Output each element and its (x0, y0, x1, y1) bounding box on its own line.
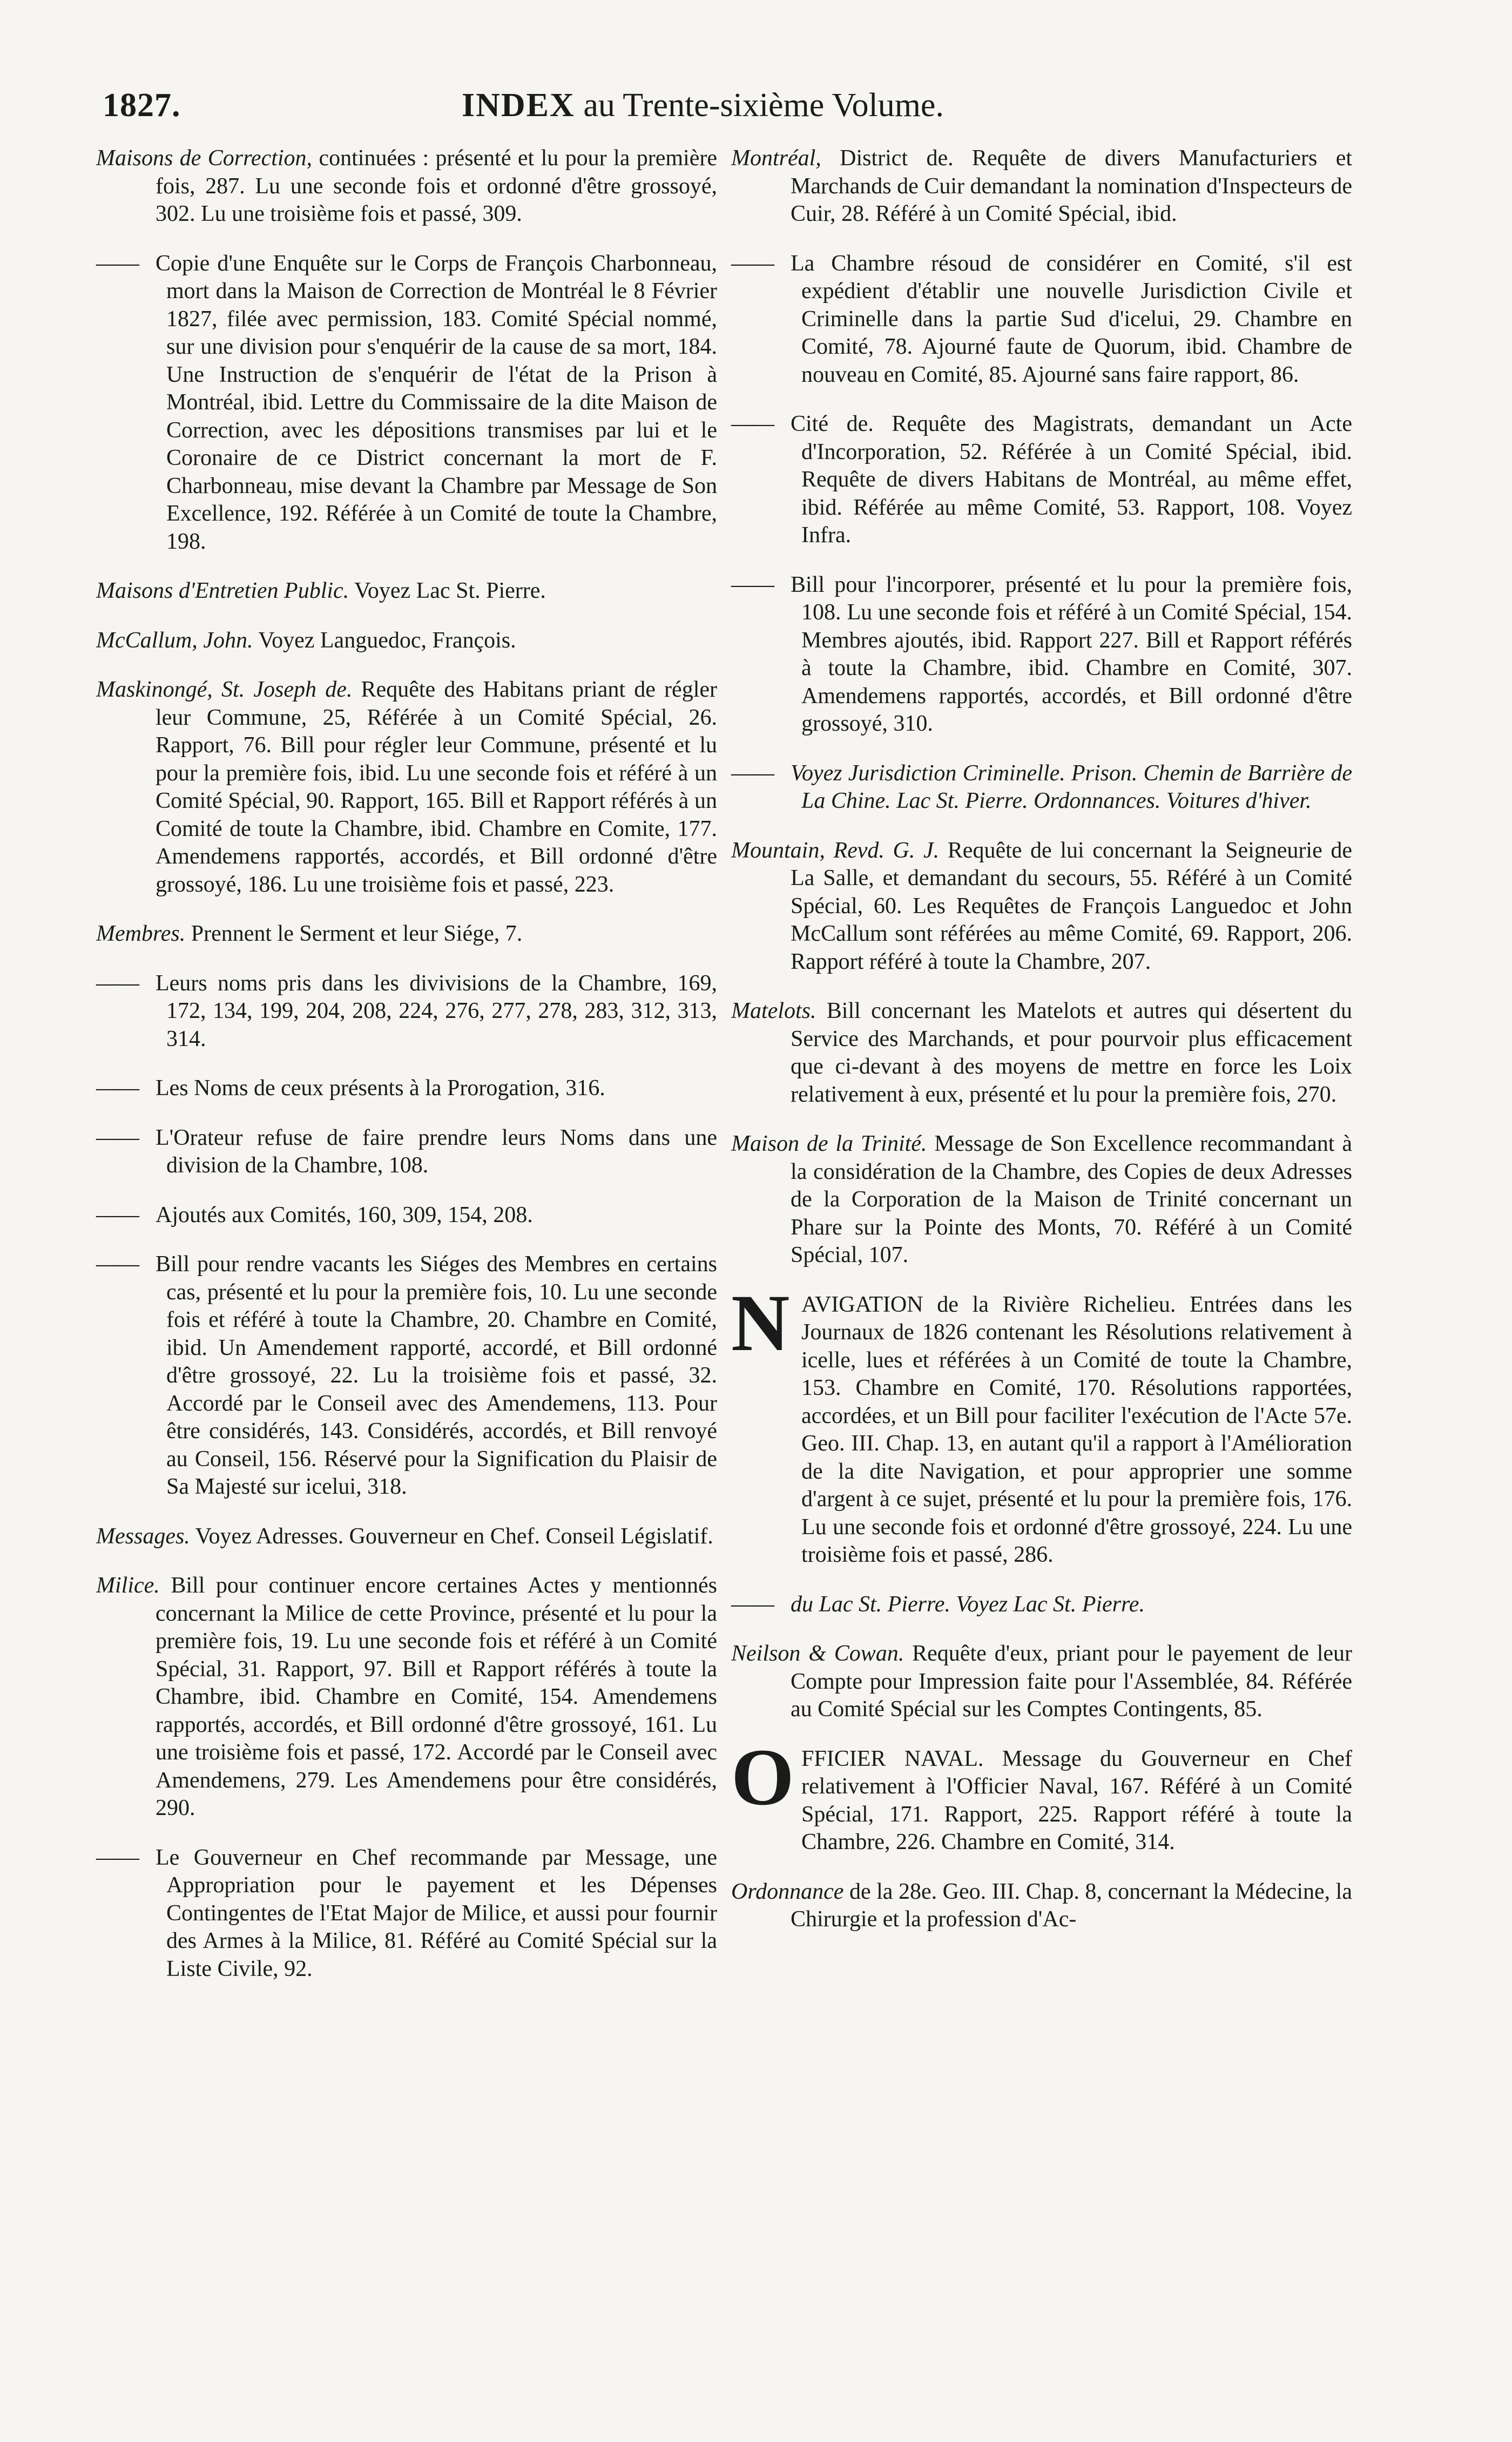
title-index: INDEX (462, 87, 575, 124)
index-subentry (731, 760, 1352, 815)
index-entry (731, 1130, 1352, 1270)
title-rest: au Trente-sixième Volume. (575, 87, 944, 124)
index-entry (96, 676, 717, 899)
entry-text: District de. Requête de divers Manufacturiers et Marchands de Cuir demandant la nomination d'Inspecteurs de Cuir, 28. Référé à un Comité Spécial, ibid. (791, 146, 1352, 226)
subentry-dash: —— (96, 970, 137, 996)
entry-text: du Lac St. Pierre. Voyez Lac St. Pierre. (791, 1591, 1145, 1617)
entry-headword: Ordonnance (731, 1879, 844, 1904)
subentry-dash: —— (96, 251, 137, 276)
subentry-dash: —— (96, 1252, 137, 1277)
entry-text: Cité de. Requête des Magistrats, demandant un Acte d'Incorporation, 52. Référée à un Comité Spécial, ibid. Requête de divers Habitans de Montréal, au même effet, ibid. Référée au même Comité, 53. Rapport, 108. Voyez Infra. (791, 412, 1352, 548)
subentry-dash: —— (96, 1125, 137, 1150)
entry-text: Voyez Languedoc, François. (253, 628, 516, 653)
index-subentry (96, 970, 717, 1054)
entry-text: FFICIER NAVAL. Message du Gouverneur en Chef relativement à l'Officier Naval, 167. Référé à un Comité Spécial, 171. Rapport, 225. Rapport référé à toute la Chambre, 226. Chambre en Comité, 314. (801, 1746, 1352, 1854)
drop-cap-letter: N (731, 1278, 790, 1368)
section-n-entry (731, 1278, 1352, 1569)
entry-text: de la 28e. Geo. III. Chap. 8, concernant la Médecine, la Chirurgie et la profession d'Ac- (791, 1879, 1352, 1932)
entry-text: Bill concernant les Matelots et autres qui désertent du Service des Marchands, et pour pourvoir plus efficacement que ci-devant à des moyens de mettre en force les Loix relativement à eux, présenté et lu pour la première fois, 270. (791, 999, 1352, 1107)
entry-text: Bill pour rendre vacants les Siéges des Membres en certains cas, présenté et lu pour la première fois, 10. Lu une seconde fois et référé à toute la Chambre, 20. Chambre en Comité, ibid. Un Amendement rapporté, accordé, et Bill ordonné d'être grossoyé, 22. Lu la troisième fois et passé, 32. Accordé par le Conseil avec des Amendemens, 113. Pour être considérés, 143. Considérés, accordés, et Bill renvoyé au Conseil, 156. Réservé pour la Signification du Plaisir de Sa Majesté sur icelui, 318. (156, 1252, 717, 1499)
subentry-dash: —— (731, 412, 772, 436)
entry-text: Les Noms de ceux présents à la Prorogation, 316. (156, 1076, 605, 1101)
entry-headword: Mountain, Revd. G. J. (731, 838, 940, 863)
entry-text: Leurs noms pris dans les divivisions de la Chambre, 169, 172, 134, 199, 204, 208, 224, 276, 277, 278, 283, 312, 313, 314. (156, 970, 717, 1051)
section-o-entry (731, 1732, 1352, 1857)
index-subentry (96, 1844, 717, 1984)
index-entry (96, 145, 717, 228)
page-title (462, 86, 944, 125)
entry-headword: Membres. (96, 921, 186, 946)
index-entry (96, 1523, 717, 1551)
subentry-dash: —— (731, 572, 772, 597)
entry-text: Voyez Adresses. Gouverneur en Chef. Conseil Législatif. (190, 1523, 713, 1549)
entry-text: Copie d'une Enquête sur le Corps de François Charbonneau, mort dans la Maison de Correction de Montréal le 8 Février 1827, filée avec permission, 183. Comité Spécial nommé, sur une division pour s'enquérir de la cause de sa mort, 184. Une Instruction de s'enquérir de l'état de la Prison à Montréal, ibid. Lettre du Commissaire de la dite Maison de Correction, avec les dépositions transmises par lui et le Coronaire de ce District concernant la mort de F. Charbonneau, mise devant la Chambre par Message de Son Excellence, 192. Référée à un Comité de toute la Chambre, 198. (156, 251, 717, 554)
entry-text: Requête des Habitans priant de régler leur Commune, 25, Référée à un Comité Spécial, 26. Rapport, 76. Bill pour régler leur Commune, présenté et lu pour la première fois, ibid. Lu une seconde fois et référé à un Comité Spécial, 90. Rapport, 165. Bill et Rapport référés à un Comité de toute la Chambre, ibid. Chambre en Comite, 177. Amendemens rapportés, accordés, et Bill ordonné d'être grossoyé, 186. Lu une troisième fois et passé, 223. (156, 677, 717, 897)
index-subentry (96, 1124, 717, 1180)
index-entry (731, 1640, 1352, 1724)
entry-text: L'Orateur refuse de faire prendre leurs Noms dans une division de la Chambre, 108. (156, 1125, 717, 1178)
entry-text: Requête d'eux, priant pour le payement de leur Compte pour Impression faite pour l'Assemblée, 84. Référée au Comité Spécial sur les Comptes Contingents, 85. (791, 1641, 1352, 1722)
entry-text: Bill pour continuer encore certaines Actes y mentionnés concernant la Milice de cette Province, présenté et lu pour la première fois, 19. Lu une seconde fois et référé à un Comité Spécial, 31. Rapport, 97. Bill et Rapport référés à toute la Chambre, ibid. Chambre en Comité, 154. Amendemens rapportés, accordés, et Bill ordonné d'être grossoyé, 161. Lu une troisième fois et passé, 172. Accordé par le Conseil avec Amendemens, 279. Les Amendemens pour être considérés, 290. (156, 1573, 717, 1820)
subentry-dash: —— (731, 1591, 772, 1617)
index-entry (731, 837, 1352, 976)
entry-headword: Matelots. (731, 999, 816, 1023)
subentry-dash: —— (731, 760, 772, 786)
entry-headword: Montréal, (731, 146, 821, 171)
index-subentry (731, 410, 1352, 550)
index-entry (731, 1878, 1352, 1934)
entry-text: Voyez Jurisdiction Criminelle. Prison. Chemin de Barrière de La Chine. Lac St. Pierre. Ordonnances. Voitures d'hiver. (791, 760, 1352, 813)
index-subentry (731, 250, 1352, 389)
subentry-dash: —— (731, 251, 772, 276)
entry-headword: Maisons de Correction, (96, 146, 313, 171)
index-subentry (96, 1251, 717, 1501)
index-subentry (731, 571, 1352, 738)
drop-cap-letter: O (731, 1732, 794, 1822)
entry-text: continuées : présenté et lu pour la première fois, 287. Lu une seconde fois et ordonné d'être grossoyé, 302. Lu une troisième fois et passé, 309. (156, 146, 717, 226)
entry-text: Prennent le Serment et leur Siége, 7. (185, 921, 523, 946)
subentry-dash: —— (96, 1076, 137, 1101)
entry-headword: Milice. (96, 1573, 160, 1598)
entry-headword: Maskinongé, St. Joseph de. (96, 677, 353, 702)
right-column (731, 145, 1352, 1955)
index-entry (96, 1572, 717, 1823)
entry-headword: McCallum, John. (96, 628, 253, 653)
left-column (96, 145, 717, 2005)
index-entry (96, 577, 717, 605)
page-year: 1827. (103, 87, 181, 124)
index-entry (731, 997, 1352, 1109)
index-entry (731, 145, 1352, 228)
entry-text: Requête de lui concernant la Seigneurie de La Salle, et demandant du secours, 55. Référé à un Comité Spécial, 60. Les Requêtes de François Languedoc et John McCallum sont référées au même Comité, 69. Rapport, 206. Rapport référé à toute la Chambre, 207. (791, 838, 1352, 974)
entry-text: Ajoutés aux Comités, 160, 309, 154, 208. (156, 1202, 533, 1227)
entry-text: Voyez Lac St. Pierre. (349, 578, 546, 603)
entry-text: Le Gouverneur en Chef recommande par Message, une Appropriation pour le payement et les Dépenses Contingentes de l'Etat Major de Milice, et aussi pour fournir des Armes à la Milice, 81. Référé au Comité Spécial sur la Liste Civile, 92. (156, 1845, 717, 1981)
index-subentry (96, 1075, 717, 1103)
index-subentry (96, 250, 717, 556)
index-subentry (96, 1202, 717, 1230)
entry-headword: Maison de la Trinité. (731, 1131, 927, 1156)
entry-text: AVIGATION de la Rivière Richelieu. Entrées dans les Journaux de 1826 contenant les Résolutions relativement à icelle, lues et référées à un Comité de toute la Chambre, 153. Chambre en Comité, 170. Résolutions rapportées, accordées, et un Bill pour faciliter l'exécution de l'Acte 57e. Geo. III. Chap. 13, en autant qu'il a rapport à l'Amélioration de la dite Navigation, et pour approprier une somme d'argent à ce sujet, présenté et lu pour la première fois, 176. Lu une seconde fois et ordonné d'être grossoyé, 224. Lu une troisième fois et passé, 286. (801, 1292, 1352, 1567)
index-entry (96, 920, 717, 948)
entry-text: La Chambre résoud de considérer en Comité, s'il est expédient d'établir une nouvelle Jurisdiction Civile et Criminelle dans la partie Sud d'icelui, 29. Chambre en Comité, 78. Ajourné faute de Quorum, ibid. Chambre de nouveau en Comité, 85. Ajourné sans faire rapport, 86. (791, 251, 1352, 387)
entry-text: Message de Son Excellence recommandant à la considération de la Chambre, des Copies de deux Adresses de la Corporation de la Maison de Trinité concernant un Phare sur la Pointe des Monts, 70. Référé à un Comité Spécial, 107. (791, 1131, 1352, 1267)
entry-headword: Maisons d'Entretien Public. (96, 578, 349, 603)
subentry-dash: —— (96, 1845, 137, 1870)
index-entry (96, 627, 717, 655)
index-subentry (731, 1591, 1352, 1619)
entry-headword: Neilson & Cowan. (731, 1641, 905, 1666)
entry-text: Bill pour l'incorporer, présenté et lu pour la première fois, 108. Lu une seconde fois et référé à un Comité Spécial, 154. Membres ajoutés, ibid. Rapport 227. Bill et Rapport référés à toute la Chambre, ibid. Chambre en Comité, 307. Amendemens rapportés, accordés, et Bill ordonné d'être grossoyé, 310. (791, 572, 1352, 736)
entry-headword: Messages. (96, 1523, 190, 1549)
subentry-dash: —— (96, 1202, 137, 1227)
